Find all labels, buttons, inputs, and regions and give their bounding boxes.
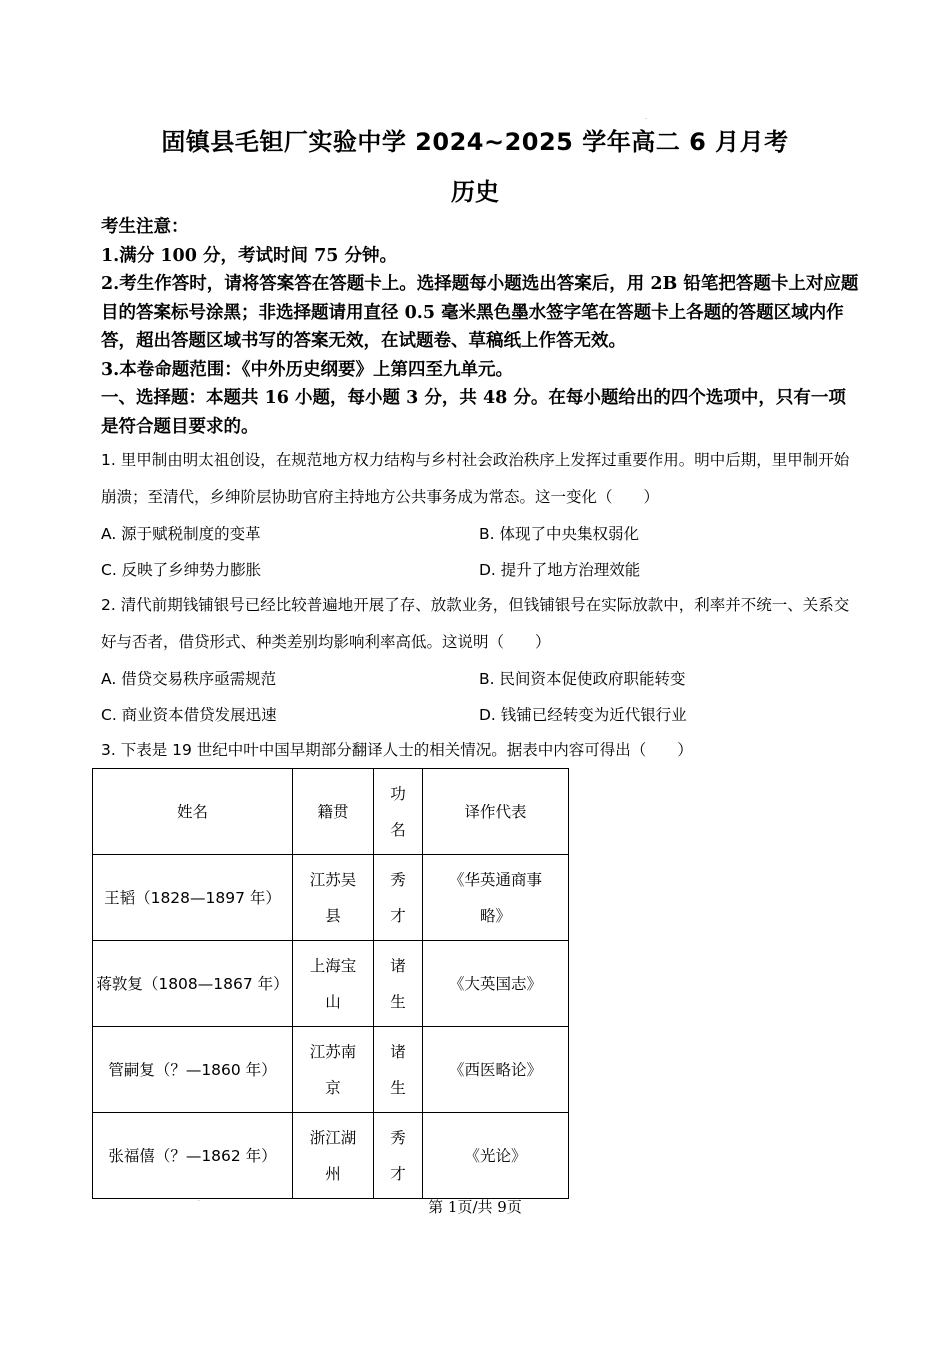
table-cell: 张福僖（？—1862 年）: [93, 1113, 293, 1199]
notice-line-3: 3.本卷命题范围：《中外历史纲要》上第四至九单元。: [101, 359, 514, 380]
table-row: [93, 1027, 569, 1113]
question-2-option-c[interactable]: C. 商业资本借贷发展迅速: [101, 706, 277, 724]
table-header-cell: 籍贯: [293, 769, 374, 855]
table-cell: 《西医略论》: [423, 1027, 569, 1113]
table-cell: 上海宝山: [293, 941, 374, 1027]
question-2-option-a[interactable]: A. 借贷交易秩序亟需规范: [101, 670, 277, 688]
table-cell: 诸生: [374, 941, 423, 1027]
question-1-option-d[interactable]: D. 提升了地方治理效能: [479, 561, 641, 579]
stray-dot-mark: ·: [645, 116, 647, 123]
table-header-row: [93, 769, 569, 855]
section-heading: 一、选择题：本题共 16 小题，每小题 3 分，共 48 分。在每小题给出的四个选项中，只有一项是符合题目要求的。: [101, 388, 846, 437]
exam-title: 固镇县毛钽厂实验中学 2024~2025 学年高二 6 月月考: [161, 128, 789, 156]
table-header-cell: 功名: [374, 769, 423, 855]
notice-line-2: 2.考生作答时，请将答案答在答题卡上。选择题每小题选出答案后，用 2B 铅笔把答题卡上对应题目的答案标号涂黑；非选择题请用直径 0.5 毫米黑色墨水签字笔在答题卡上各题的答题区域内作答，超出答题区域书写的答案无效，在试题卷、草稿纸上作答无效。: [101, 274, 859, 351]
table-cell: 浙江湖州: [293, 1113, 374, 1199]
table-cell: 江苏南京: [293, 1027, 374, 1113]
notice-line-1: 1.满分 100 分，考试时间 75 分钟。: [101, 245, 398, 266]
table-cell: 《华英通商事略》: [423, 855, 569, 941]
table-cell: 蒋敦复（1808—1867 年）: [93, 941, 293, 1027]
question-2-option-d[interactable]: D. 钱铺已经转变为近代银行业: [479, 706, 687, 724]
question-2-option-b[interactable]: B. 民间资本促使政府职能转变: [479, 670, 686, 688]
translators-table: [92, 768, 569, 1199]
table-cell: 诸生: [374, 1027, 423, 1113]
table-row: [93, 1113, 569, 1199]
table-header-cell: 姓名: [93, 769, 293, 855]
question-2-stem: 2. 清代前期钱铺银号已经比较普遍地开展了存、放款业务，但钱铺银号在实际放款中，利率并不统一、关系交好与否者，借贷形式、种类差别均影响利率高低。这说明（ ）: [101, 596, 850, 651]
table-cell: 管嗣复（？—1860 年）: [93, 1027, 293, 1113]
table-cell: 江苏吴县: [293, 855, 374, 941]
question-1-stem: 1. 里甲制由明太祖创设，在规范地方权力结构与乡村社会政治秩序上发挥过重要作用。明中后期，里甲制开始崩溃；至清代，乡绅阶层协助官府主持地方公共事务成为常态。这一变化（ ）: [101, 451, 850, 506]
table-cell: 《大英国志》: [423, 941, 569, 1027]
question-1-options: [101, 522, 861, 594]
table-cell: 秀才: [374, 855, 423, 941]
question-1-option-c[interactable]: C. 反映了乡绅势力膨胀: [101, 561, 262, 579]
table-cell: 《光论》: [423, 1113, 569, 1199]
question-2-options: [101, 667, 861, 739]
table-row: [93, 941, 569, 1027]
table-row: [93, 855, 569, 941]
stray-dot-mark: ·: [198, 1198, 200, 1205]
table-cell: 王韬（1828—1897 年）: [93, 855, 293, 941]
page-number: 第 1页/共 9页: [428, 1198, 522, 1216]
question-1-option-b[interactable]: B. 体现了中央集权弱化: [479, 525, 639, 543]
exam-notice: [101, 213, 861, 441]
table-cell: 秀才: [374, 1113, 423, 1199]
question-1-option-a[interactable]: A. 源于赋税制度的变革: [101, 525, 261, 543]
notice-heading: 考生注意：: [101, 217, 189, 237]
exam-subject: 历史: [451, 178, 499, 206]
table-header-cell: 译作代表: [423, 769, 569, 855]
question-3-stem: 3. 下表是 19 世纪中叶中国早期部分翻译人士的相关情况。据表中内容可得出（ ）: [101, 741, 693, 759]
